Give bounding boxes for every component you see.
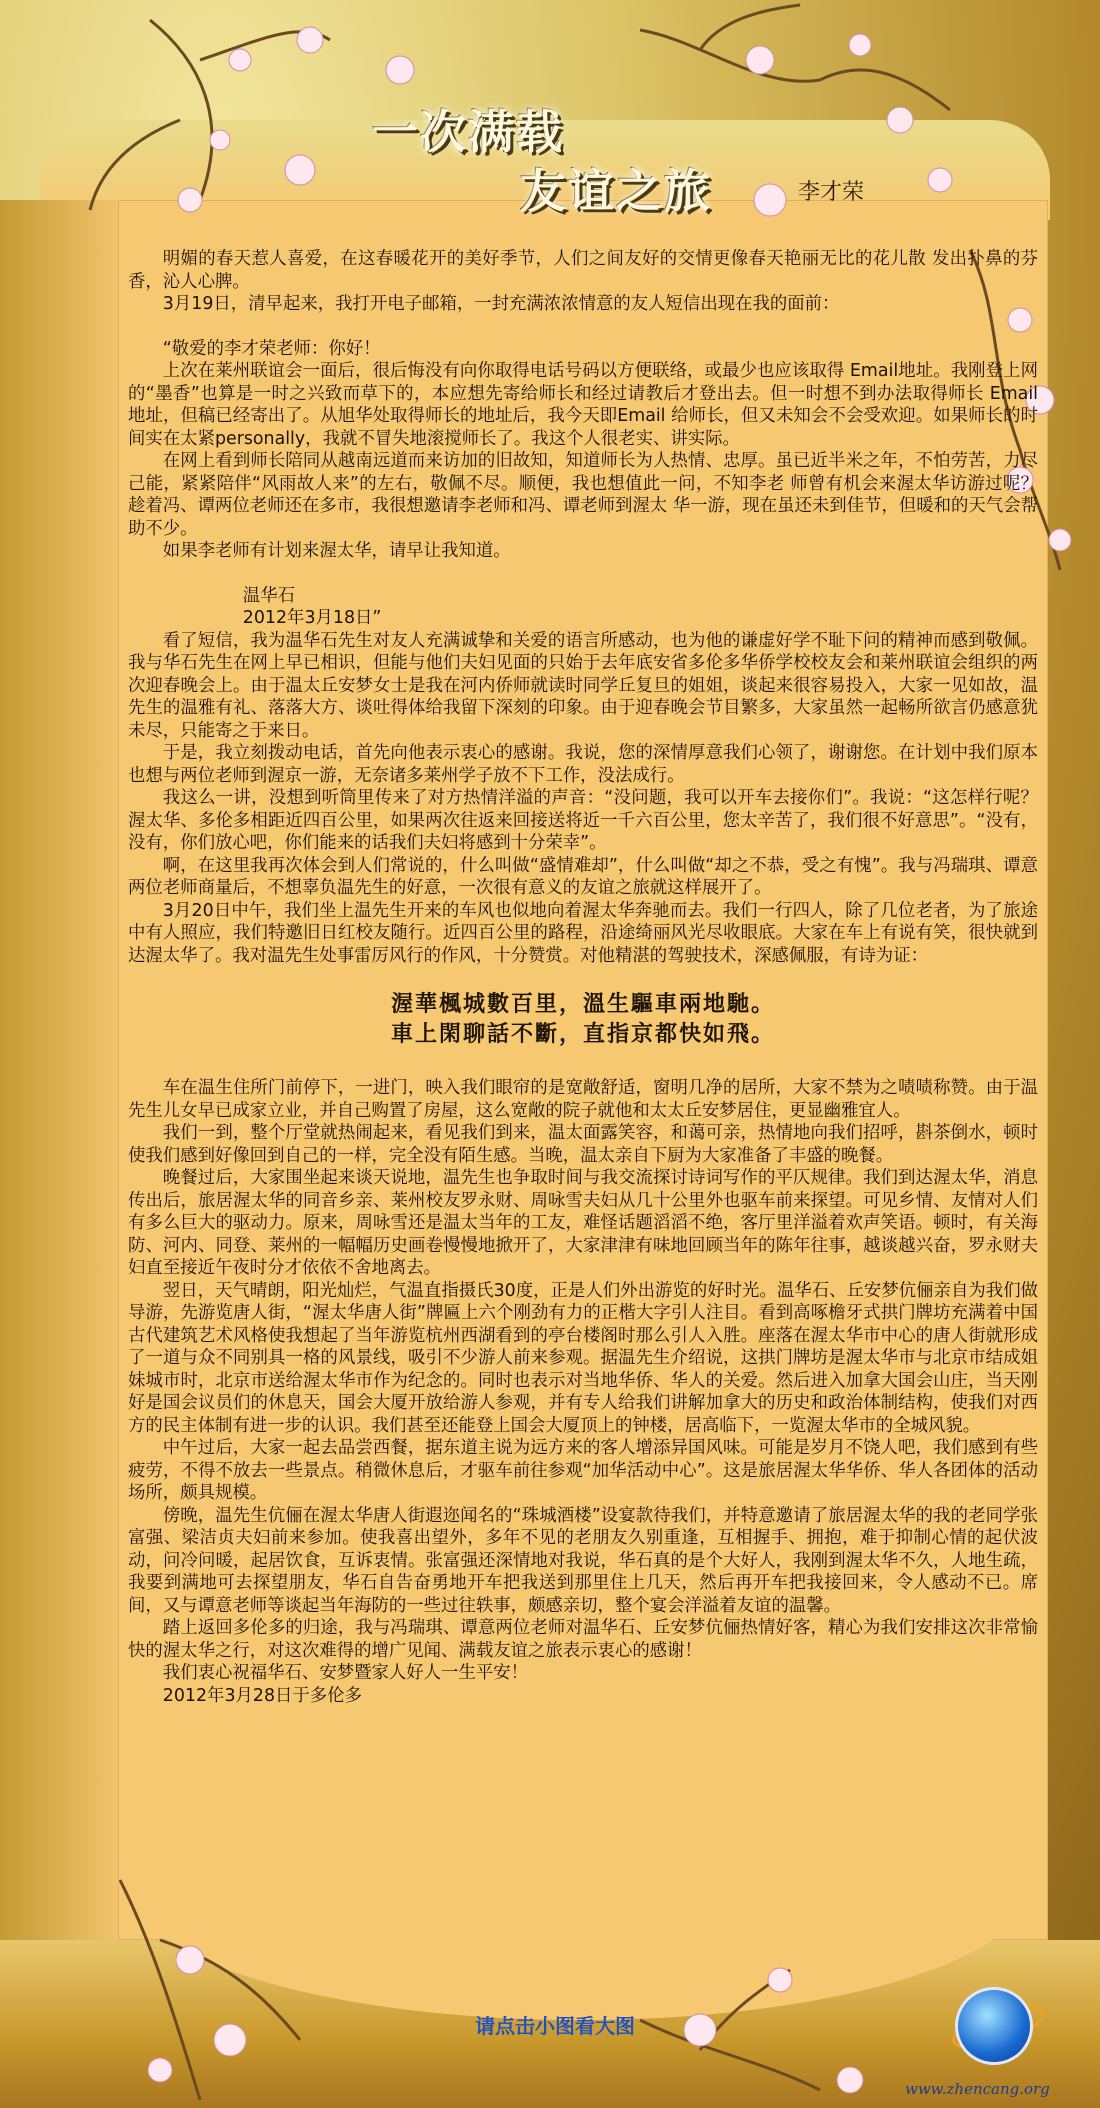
paragraph: 看了短信，我为温华石先生对友人充满诚挚和关爱的语言所感动，也为他的谦虚好学不耻下问的精神而感到敬佩。我与华石先生在网上早已相识，但能与他们夫妇见面的只始于去年底安省多伦多华侨学校校友会和莱州联谊会组织的两次迎春晚会上。由于温太丘安梦女士是我在河内侨师就读时同学丘复旦的姐姐，谈起来很容易投入，大家一见如故，温先生的温雅有礼、落落大方、谈吐得体给我留下深刻的印象。由于迎春晚会节目繁多，大家虽然一起畅所欲言仍感意犹未尽，只能寄之于来日。 xyxy=(128,630,1038,741)
paragraph: 中午过后，大家一起去品尝西餐，据东道主说为远方来的客人增添异国风味。可能是岁月不饶人吧，我们感到有些疲劳，不得不放去一些景点。稍微休息后，才驱车前往参观“加华活动中心”。这是旅居渥太华华侨、华人各团体的活动场所，颇具规模。 xyxy=(128,1438,1038,1503)
author-name: 李才荣 xyxy=(798,180,865,205)
paragraph: 我这么一讲，没想到听筒里传来了对方热情洋溢的声音：“没问题，我可以开车去接你们”。我说：“这怎样行呢？渥太华、多伦多相距近四百公里，如果两次往返来回接送将近一千六百公里，您太辛苦了，我们很不好意思”。“没有，没有，你们放心吧，你们能来的话我们夫妇将感到十分荣幸”。 xyxy=(128,788,1038,853)
paragraph: 3月20日中午，我们坐上温先生开来的车风也似地向着渥太华奔驰而去。我们一行四人，除了几位老者，为了旅途中有人照应，我们特邀旧日红校友随行。近四百公里的路程，沿途绮丽风光尽收眼底。大家在车上有说有笑，很快就到达渥太华了。我对温先生处事雷厉风行的作风，十分赞赏。对他精湛的驾驶技术，深感佩服，有诗为证： xyxy=(128,900,1038,966)
paragraph: 明媚的春天惹人喜爱，在这春暖花开的美好季节，人们之间友好的交情更像春天艳丽无比的花儿散 发出扑鼻的芬香，沁人心脾。 xyxy=(128,249,1038,292)
letter-paragraph: 在网上看到师长陪同从越南远道而来访加的旧故知，知道师长为人热情、忠厚。虽已近半米之年，不怕劳苦，力尽己能，紧紧陪伴“风雨故人来”的左右，敬佩不尽。顺便，我也想值此一问，不知李老 师曾有机会来渥太华访游过呢？趁着冯、谭两位老师还在多市，我很想邀请李老师和冯、谭老师到渥太 华一游，现在虽还未到佳节，但暖和的天气会帮助不少。 xyxy=(128,451,1038,539)
letter-signature-date: 2012年3月18日” xyxy=(242,608,382,628)
paragraph: 晚餐过后，大家围坐起来谈天说地，温先生也争取时间与我交流探讨诗词写作的平仄规律。我们到达渥太华，消息传出后，旅居渥太华的同音乡亲、莱州校友罗永财、周咏雪夫妇从几十公里外也驱车前来探望。可见乡情、友情对人们有多么巨大的驱动力。原来，周咏雪还是温太当年的工友，难怪话题滔滔不绝，客厅里洋溢着欢声笑语。顿时，有关海防、河内、同登、莱州的一幅幅历史画卷慢慢地掀开了，大家津津有味地回顾当年的陈年往事，越谈越兴奋，罗永财夫妇直至接近午夜时分才依依不舍地离去。 xyxy=(128,1168,1038,1278)
poem-line: 渥華楓城數百里，溫生驅車兩地馳。 xyxy=(390,991,775,1017)
site-url[interactable]: www.zhencang.org xyxy=(905,2080,1050,2098)
paragraph: 于是，我立刻拨动电话，首先向他表示衷心的感谢。我说，您的深情厚意我们心领了，谢谢您。在计划中我们原本也想与两位老师到渥京一游，无奈诸多莱州学子放不下工作，没法成行。 xyxy=(128,743,1038,786)
letter-signature-name: 温华石 xyxy=(242,585,295,606)
letter-greeting: “敬爱的李才荣老师：你好！ xyxy=(162,338,381,359)
article-body xyxy=(128,248,1038,1707)
title-line-1: 一次满载 xyxy=(372,105,564,159)
blossom-branch-bottom-icon xyxy=(0,1860,1100,2108)
paper-left-fade xyxy=(0,200,130,1940)
site-logo-icon xyxy=(958,1990,1030,2062)
letter-paragraph: 上次在莱州联谊会一面后，很后悔没有向你取得电话号码以方便联络，或最少也应该取得 Email地址。我刚登上网的“墨香”也算是一时之兴致而草下的，本应想先寄给师长和经过请教后才登出去。但一时想不到办法取得师长 Email 地址，但稿已经寄出了。从旭华处取得师长的地址后，我今天即Email 给师长，但又未知会不会受欢迎。如果师长的时间实在太紧personally，我就不冒失地滚搅师长了。我这个人很老实、讲实际。 xyxy=(128,361,1038,449)
paragraph: 踏上返回多伦多的归途，我与冯瑞琪、谭意两位老师对温华石、丘安梦伉俪热情好客，精心为我们安排这次非常愉快的渥太华之行，对这次难得的增广见闻、满载友谊之旅表示衷心的感谢！ xyxy=(128,1618,1038,1661)
letter-paragraph: 如果李老师有计划来渥太华，请早让我知道。 xyxy=(162,541,511,561)
paragraph: 3月19日，清早起来，我打开电子邮箱，一封充满浓浓情意的友人短信出现在我的面前： xyxy=(162,294,840,314)
paragraph: 车在温生住所门前停下，一进门，映入我们眼帘的是宽敞舒适，窗明几净的居所，大家不禁为之啧啧称赞。由于温先生儿女早已成家立业，并自己购置了房屋，这么宽敞的院子就他和太太丘安梦居住，更显幽雅宜人。 xyxy=(128,1078,1038,1121)
enlarge-image-link[interactable]: 请点击小图看大图 xyxy=(475,2014,635,2038)
paragraph: 啊，在这里我再次体会到人们常说的，什么叫做“盛情难却”，什么叫做“却之不恭，受之有愧”。我与冯瑞琪、谭意两位老师商量后，不想辜负温先生的好意，一次很有意义的友谊之旅就这样展开了。 xyxy=(128,855,1038,898)
paragraph: 我们一到，整个厅堂就热闹起来，看见我们到来，温太面露笑容，和蔼可亲，热情地向我们招呼，斟茶倒水，顿时使我们感到好像回到自己的一样，完全没有陌生感。当晚，温太亲自下厨为大家准备了丰盛的晚餐。 xyxy=(128,1123,1038,1166)
paragraph: 我们衷心祝福华石、安梦暨家人好人一生平安！ xyxy=(162,1663,529,1683)
paragraph: 傍晚，温先生伉俪在渥太华唐人街遐迩闻名的“珠城酒楼”设宴款待我们，并特意邀请了旅居渥太华的我的老同学张富强、梁洁贞夫妇前来参加。使我喜出望外，多年不见的老朋友久别重逢，互相握手、拥抱，难于抑制心情的起伏波动，问冷问暖，起居饮食，互诉衷情。张富强还深情地对我说，华石真的是个大好人，我刚到渥太华不久，人地生疏，我要到满地可去探望朋友，华石自告奋勇地开车把我送到那里住上几天，然后再开车把我接回来，令人感动不已。席间，又与谭意老师等谈起当年海防的一些过往轶事，颇感亲切，整个宴会洋溢着友谊的温馨。 xyxy=(128,1505,1038,1616)
poem xyxy=(128,989,1038,1049)
title-line-2: 友谊之旅 xyxy=(520,164,712,218)
article-dateline: 2012年3月28日于多伦多 xyxy=(162,1685,362,1706)
paragraph: 翌日，天气晴朗，阳光灿烂，气温直指摄氏30度，正是人们外出游览的好时光。温华石、丘安梦伉俪亲自为我们做导游，先游览唐人街，“渥太华唐人街”牌匾上六个刚劲有力的正楷大字引人注目。看到高啄檐牙式拱门牌坊充满着中国古代建筑艺术风格使我想起了当年游览杭州西湖看到的亭台楼阁时那么引人入胜。座落在渥太华市中心的唐人街就形成了一道与众不同别具一格的风景线，吸引不少游人前来参观。据温先生介绍说，这拱门牌坊是渥太华市与北京市结成姐妹城市时，北京市送给渥太华市作为纪念的。同时也表示对当地华侨、华人的关爱。然后进入加拿大国会山庄，当天刚好是国会议员们的休息天，国会大厦开放给游人参观，并有专人给我们讲解加拿大的历史和政治体制结构，使我们对西方的民主体制有进一步的认识。我们甚至还能登上国会大厦顶上的钟楼，居高临下，一览渥太华市的全城风貌。 xyxy=(128,1280,1038,1436)
poem-line: 車上閑聊話不斷，直指京都快如飛。 xyxy=(390,1021,775,1047)
